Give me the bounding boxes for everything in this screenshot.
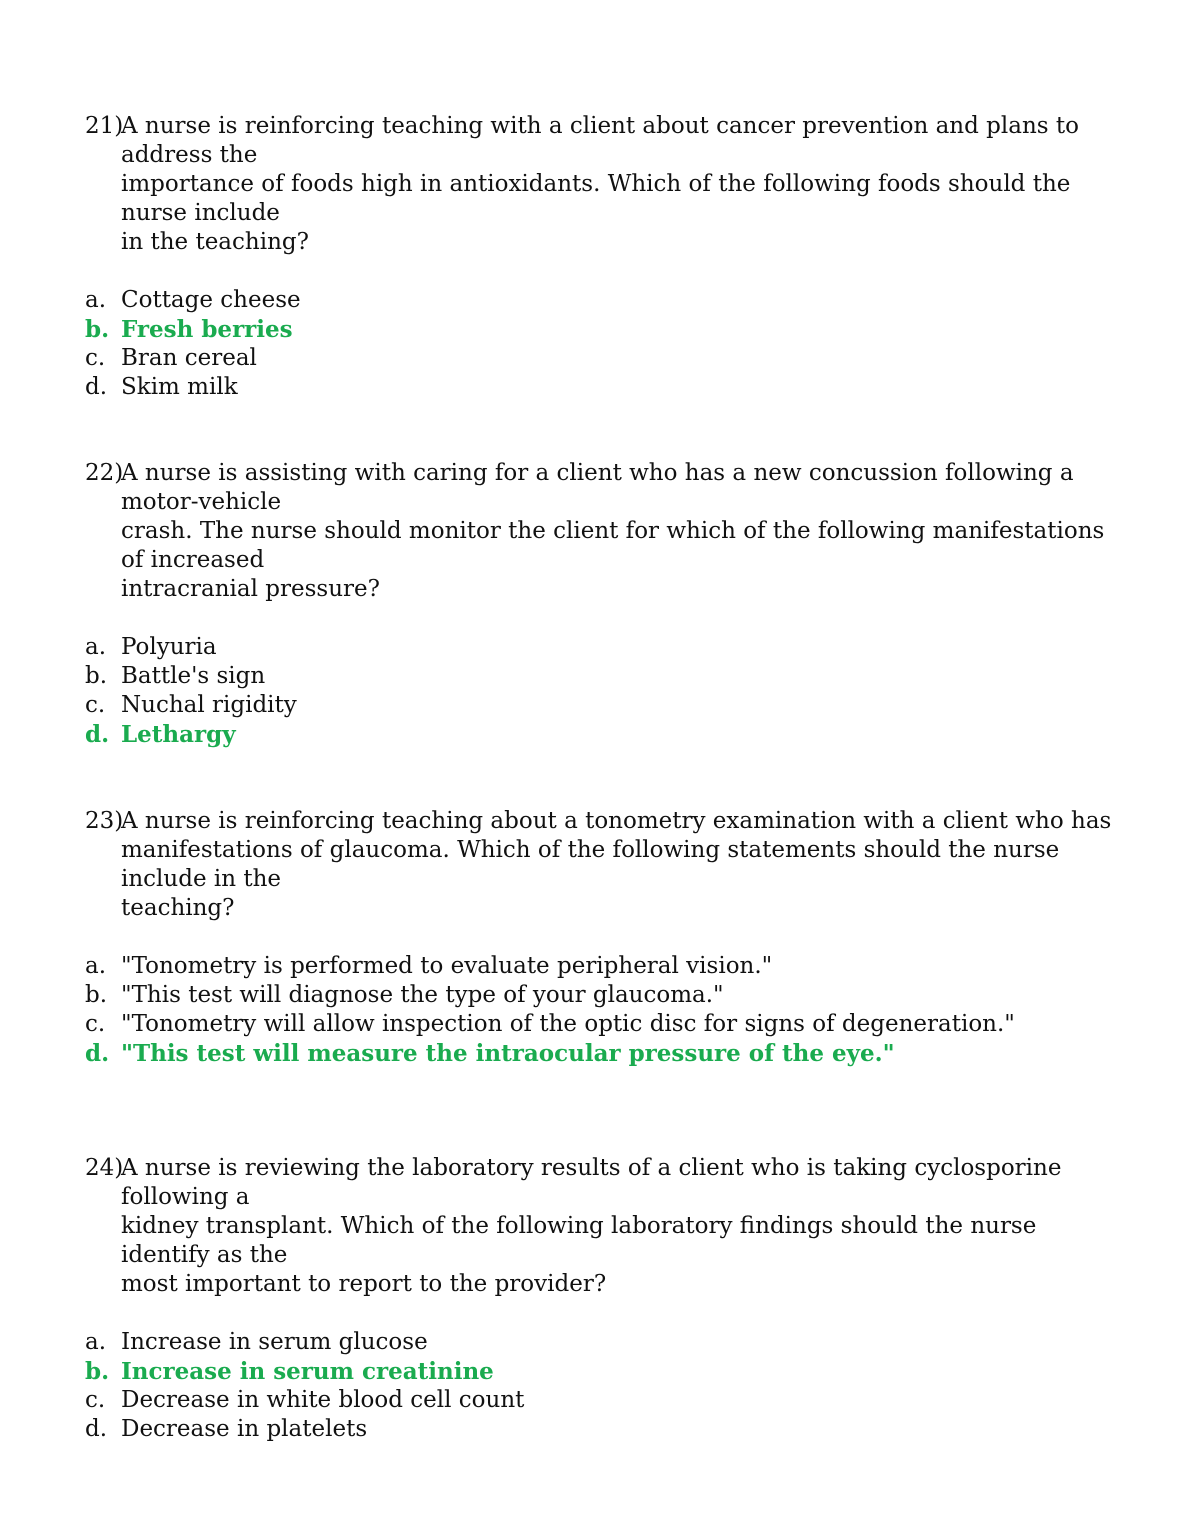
answer-option[interactable] [85, 981, 1125, 1010]
correct-answer-option[interactable] [85, 315, 1125, 344]
option-letter: d. [85, 1416, 108, 1442]
answer-options [85, 286, 1125, 402]
option-text: Fresh berries [121, 316, 293, 343]
option-letter: c. [85, 345, 106, 371]
stem-line: importance of foods high in antioxidants. Which of the following foods should the nurse include [121, 171, 1071, 226]
answer-option[interactable] [85, 691, 1125, 720]
option-letter: b. [85, 982, 108, 1008]
stem-line: crash. The nurse should monitor the client for which of the following manifestations of increased [121, 518, 1105, 573]
option-text: Decrease in platelets [121, 1416, 368, 1442]
option-text: "This test will measure the intraocular pressure of the eye." [121, 1040, 895, 1067]
question-23 [85, 807, 1125, 1068]
stem-line: intracranial pressure? [121, 576, 380, 602]
stem-line: A nurse is reviewing the laboratory results of a client who is taking cyclosporine following a [121, 1155, 1062, 1210]
answer-option[interactable] [85, 952, 1125, 981]
option-text: Polyuria [121, 634, 217, 660]
question-number: 21) [85, 113, 124, 139]
option-letter: b. [85, 1358, 110, 1385]
option-text: Increase in serum creatinine [121, 1358, 494, 1385]
option-letter: d. [85, 1040, 110, 1067]
option-letter: a. [85, 634, 107, 660]
option-letter: c. [85, 1387, 106, 1413]
answer-option[interactable] [85, 1386, 1125, 1415]
correct-answer-option[interactable] [85, 1039, 1125, 1068]
question-number: 24) [85, 1155, 124, 1181]
answer-option[interactable] [85, 344, 1125, 373]
answer-options [85, 633, 1125, 749]
option-text: Battle's sign [121, 663, 266, 689]
question-stem [85, 459, 1125, 604]
answer-option[interactable] [85, 286, 1125, 315]
stem-line: A nurse is reinforcing teaching with a client about cancer prevention and plans to address the [121, 113, 1079, 168]
option-text: Cottage cheese [121, 287, 301, 313]
stem-line: most important to report to the provider? [121, 1271, 607, 1297]
option-text: Skim milk [121, 374, 238, 400]
option-letter: a. [85, 1329, 107, 1355]
answer-option[interactable] [85, 1328, 1125, 1357]
stem-line: in the teaching? [121, 229, 309, 255]
option-text: "Tonometry will allow inspection of the optic disc for signs of degeneration." [121, 1011, 1015, 1037]
question-number: 23) [85, 808, 124, 834]
stem-line: kidney transplant. Which of the following laboratory findings should the nurse identify as the [121, 1213, 1037, 1268]
option-text: Bran cereal [121, 345, 257, 371]
stem-line: A nurse is assisting with caring for a client who has a new concussion following a motor-vehicle [121, 460, 1074, 515]
question-21 [85, 112, 1125, 402]
question-number: 22) [85, 460, 124, 486]
question-22 [85, 459, 1125, 749]
question-24 [85, 1154, 1125, 1444]
option-letter: d. [85, 721, 110, 748]
option-letter: c. [85, 1011, 106, 1037]
question-stem [85, 112, 1125, 257]
option-text: Nuchal rigidity [121, 692, 297, 718]
question-stem [85, 807, 1125, 923]
answer-option[interactable] [85, 1010, 1125, 1039]
option-letter: a. [85, 953, 107, 979]
option-letter: b. [85, 663, 108, 689]
option-letter: d. [85, 374, 108, 400]
answer-option[interactable] [85, 633, 1125, 662]
option-letter: a. [85, 287, 107, 313]
answer-options [85, 1328, 1125, 1444]
correct-answer-option[interactable] [85, 1357, 1125, 1386]
answer-option[interactable] [85, 662, 1125, 691]
option-text: Decrease in white blood cell count [121, 1387, 525, 1413]
answer-options [85, 952, 1125, 1068]
option-text: "Tonometry is performed to evaluate peripheral vision." [121, 953, 773, 979]
option-text: "This test will diagnose the type of your glaucoma." [121, 982, 724, 1008]
option-letter: c. [85, 692, 106, 718]
option-letter: b. [85, 316, 110, 343]
answer-option[interactable] [85, 373, 1125, 402]
stem-line: A nurse is reinforcing teaching about a tonometry examination with a client who has [121, 808, 1112, 834]
question-stem [85, 1154, 1125, 1299]
stem-line: teaching? [121, 895, 235, 921]
stem-line: manifestations of glaucoma. Which of the following statements should the nurse include in the [121, 837, 1060, 892]
option-text: Increase in serum glucose [121, 1329, 428, 1355]
option-text: Lethargy [121, 721, 236, 748]
answer-option[interactable] [85, 1415, 1125, 1444]
correct-answer-option[interactable] [85, 720, 1125, 749]
